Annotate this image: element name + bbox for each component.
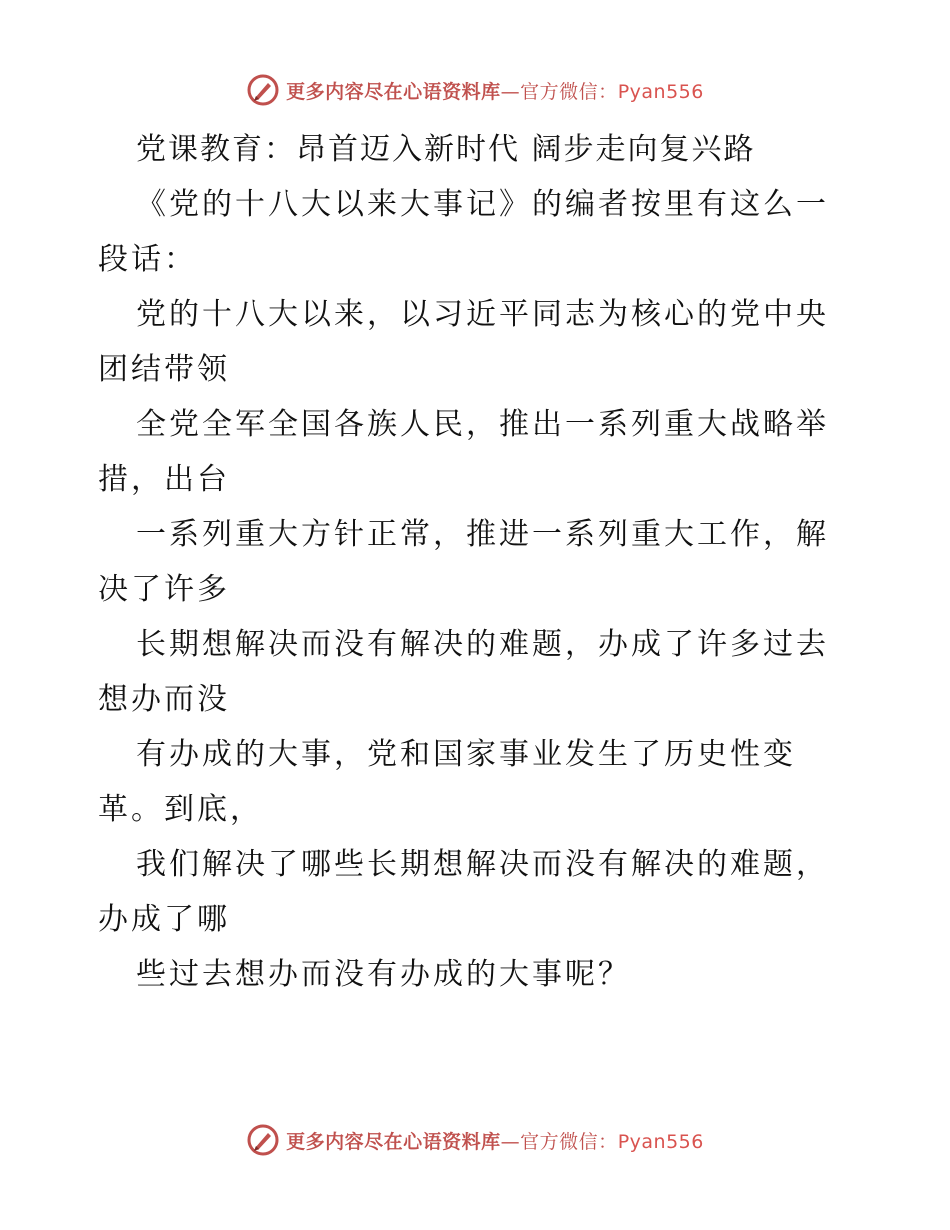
paragraph-line: 革。到底， (98, 792, 263, 827)
paragraph-line: 党的十八大以来，以习近平同志为核心的党中央 (136, 297, 829, 332)
banner-text (286, 1127, 704, 1154)
banner-brand: 更多内容尽在心语资料库 (286, 1130, 501, 1153)
paragraph-line: 长期想解决而没有解决的难题，办成了许多过去 (136, 627, 829, 662)
paragraph-line: 措，出台 (98, 462, 230, 497)
paragraph-line: 想办而没 (98, 682, 230, 717)
banner-wechat-label: 官方微信： (520, 80, 618, 103)
banner-brand: 更多内容尽在心语资料库 (286, 80, 501, 103)
paragraph-line: 些过去想办而没有办成的大事呢？ (136, 957, 631, 992)
paragraph-line: 《党的十八大以来大事记》的编者按里有这么一 (136, 187, 829, 222)
banner-dash: — (500, 80, 521, 103)
banner-text (286, 77, 704, 104)
banner-handle: Pyan556 (617, 80, 704, 103)
header-banner (0, 68, 950, 112)
paragraph-line: 团结带领 (98, 352, 230, 387)
paragraph-line: 办成了哪 (98, 902, 230, 937)
banner-wechat-label: 官方微信： (520, 1130, 618, 1153)
paragraph-line: 决了许多 (98, 572, 230, 607)
paragraph-line: 我们解决了哪些长期想解决而没有解决的难题， (136, 847, 829, 882)
banner-handle: Pyan556 (617, 1130, 704, 1153)
document-title: 党课教育：昂首迈入新时代 阔步走向复兴路 (136, 132, 756, 167)
paragraph-line: 有办成的大事，党和国家事业发生了历史性变 (136, 737, 796, 772)
paragraph-line: 段话： (98, 242, 197, 277)
document-body (98, 122, 858, 1002)
pen-logo-icon (246, 1123, 280, 1157)
banner-dash: — (500, 1130, 521, 1153)
footer-banner (0, 1118, 950, 1162)
pen-logo-icon (246, 73, 280, 107)
paragraph-line: 全党全军全国各族人民，推出一系列重大战略举 (136, 407, 829, 442)
paragraph-line: 一系列重大方针正常，推进一系列重大工作，解 (136, 517, 829, 552)
